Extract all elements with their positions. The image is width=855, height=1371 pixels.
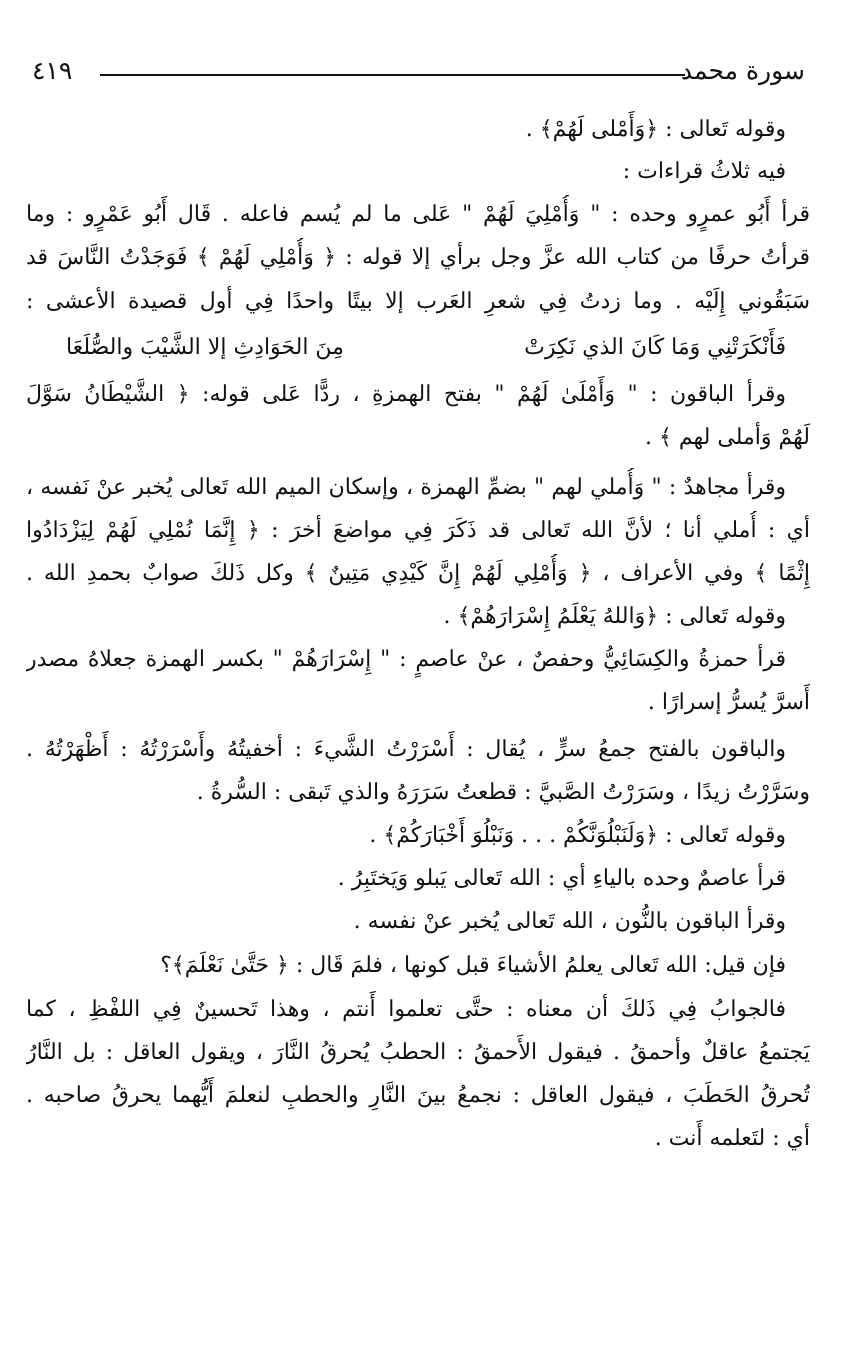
text-line: فإن قيل: الله تَعالى يعلمُ الأشياءَ قبل كونها ، فلمَ قَال : ﴿ حَتَّىٰ نَعْلَمَ﴾؟ xyxy=(160,953,786,978)
text-line: أي : لتَعلمه أَنت . xyxy=(654,1126,810,1151)
text-line: وقوله تَعالى : ﴿وَأَمْلى لَهُمْ﴾ . xyxy=(525,117,786,142)
text-line: قرأ حمزةُ والكِسَائِيُّ وحفصٌ ، عنْ عاصمٍ : " إِسْرَارَهُمْ " بكسر الهمزة جعلاهُ مصدر xyxy=(26,647,786,672)
surah-title: سورة محمد xyxy=(680,56,805,85)
text-line: أَسرَّ يُسرُّ إسرارًا . xyxy=(647,690,810,715)
text-line: قرأ عاصمٌ وحده بالياءِ أي : الله تَعالى يَبلو وَيَختَبِرُ . xyxy=(337,866,786,891)
text-line: وقوله تَعالى : ﴿وَاللهُ يَعْلَمُ إِسْرَارَهُمْ﴾ . xyxy=(443,604,786,629)
text-line: وقرأ الباقون : " وَأَمْلَىٰ لَهُمْ " بفتح الهمزةِ ، ردًّا عَلى قوله: ﴿ الشَّيْطَانُ سَوَّلَ xyxy=(26,382,786,407)
text-line: والباقون بالفتح جمعُ سرٍّ ، يُقال : أَسْرَرْتُ الشَّيءَ : أخفيتُهُ وأَسْرَرْتُهُ : أَظْهَرْتُهُ . xyxy=(26,737,786,762)
text-line: إِثْمًا ﴾ وفي الأعراف ، ﴿ وَأُمْلِي لَهُمْ إِنَّ كَيْدِي مَتِينٌ ﴾ وكل ذَلكَ صوابٌ بحمدِ الله . xyxy=(26,561,810,586)
page-header xyxy=(30,56,805,92)
text-line: قرأ أَبُو عمرٍو وحده : " وَأُمْلِيَ لَهُمْ " عَلى ما لم يُسم فاعله . قَال أَبُو عَمْرٍو : وما xyxy=(26,202,810,227)
page-number: ٤١٩ xyxy=(32,56,73,85)
text-line: وقرأ الباقون بالنُّون ، الله تَعالى يُخبر عنْ نفسه . xyxy=(353,909,786,934)
text-line: أي : أُملي أنا ؛ لأنَّ الله تَعالى قد ذَكَرَ فِي مواضعَ أخرَ : ﴿ إِنَّمَا نُمْلِي لَهُمْ لِيَزْدَادُوا xyxy=(26,518,810,543)
poem-verse-second-hemistich: مِنَ الحَوَادِثِ إلا الشَّيْبَ والصُّلَعَا xyxy=(66,335,344,360)
text-line: يَجتمعُ عاقلٌ وأحمقُ . فيقول الأَحمقُ : الحطبُ يُحرقُ النَّارَ ، ويقول العاقل : بل النَّارُ xyxy=(26,1040,810,1065)
header-rule xyxy=(100,74,685,76)
text-line: لَهُمْ وَأملى لهم ﴾ . xyxy=(645,425,810,450)
text-line: وقرأ مجاهدٌ : " وَأُملي لهم " بضمِّ الهمزة ، وإسكان الميم الله تَعالى يُخبر عنْ نَفسه ، xyxy=(26,475,786,500)
poem-verse-first-hemistich: فَأَنْكَرَتْنِي وَمَا كَانَ الذي نَكِرَتْ xyxy=(524,335,786,360)
text-line: تُحرقُ الحَطَبَ ، فيقول العاقل : نجمعُ بينَ النَّارِ والحطبِ لنعلمَ أَيُّهما يحرقُ صاحبه . xyxy=(26,1083,810,1108)
text-line: سَبَقُوني إِلَيْه . وما زدتُ فِي شعرِ العَرب إلا بيتًا واحدًا فِي أول قصيدة الأعشى : xyxy=(26,289,810,314)
text-line: فيه ثلاثُ قراءات : xyxy=(622,159,786,184)
text-line: وقوله تَعالى : ﴿وَلَنَبْلُوَنَّكُمْ . . . وَنَبْلُوَ أَخْبَارَكُمْ﴾ . xyxy=(369,823,786,848)
text-line: وسَرَّرْتُ زيدًا ، وسَرَرْتُ الصَّبيَّ : قطعتُ سَرَرَهُ والذي تَبقى : السُّرةُ . xyxy=(196,780,810,805)
text-line: فالجوابُ فِي ذَلكَ أن معناه : حتَّى تعلموا أَنتم ، وهذا تَحسينٌ فِي اللفْظِ ، كما xyxy=(26,997,786,1022)
text-line: قرأتُ حرفًا من كتاب الله عزَّ وجل برأي إلا قوله : ﴿ وَأُمْلِي لَهُمْ ﴾ فَوَجَدْتُ النَّاسَ قد xyxy=(26,245,810,270)
